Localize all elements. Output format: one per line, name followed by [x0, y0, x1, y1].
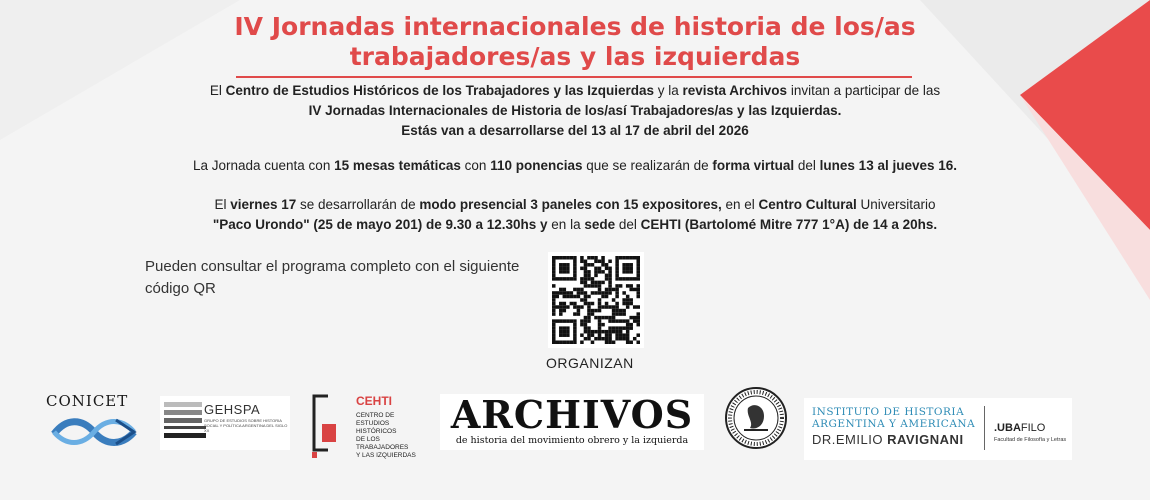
conicet-logo-text: CONICET	[46, 392, 129, 410]
title-line-2: trabajadores/as y las izquierdas	[349, 42, 801, 71]
cehti-logo	[310, 392, 420, 460]
intro-line-2: IV Jornadas Internacionales de Historia de los/así Trabajadores/as y las Izquierdas.	[308, 103, 842, 118]
uba-filo-subtitle: Facultad de Filosofía y Letras	[994, 437, 1067, 443]
viernes-line-2: "Paco Urondo" (25 de mayo 201) de 9.30 a 12.30hs y en la sede del CEHTI (Bartolomé Mitre 777 1°A) de 14 a 20hs.	[212, 217, 938, 232]
intro-line-3: Estás van a desarrollarse del 13 al 17 de abril del 2026	[401, 123, 749, 138]
organizan-label: ORGANIZAN	[546, 355, 634, 371]
ravignani-logo-title: INSTITUTO DE HISTORIA ARGENTINA Y AMERICANA	[812, 406, 976, 430]
gehspa-logo	[160, 396, 290, 450]
cehti-bracket-icon	[310, 394, 340, 460]
intro-line-1: El Centro de Estudios Históricos de los Trabajadores y las Izquierdas y la revista Archivos invitan a participar de las	[209, 83, 941, 98]
ravignani-logo-name: DR.EMILIO RAVIGNANI	[812, 432, 964, 447]
intro-paragraph	[0, 81, 1150, 141]
uba-filo-text: .UBAFILO	[994, 422, 1046, 434]
archivos-logo	[440, 394, 704, 450]
gehspa-stripes-icon	[164, 402, 206, 442]
qr-instructions: Pueden consultar el programa completo con el siguiente código QR	[145, 258, 520, 297]
viernes-line-1: El viernes 17 se desarrollarán de modo presencial 3 paneles con 15 expositores, en el Centro Cultural Universitario	[214, 197, 936, 212]
cehti-logo-subtitle: CENTRO DE ESTUDIOS HISTÓRICOS DE LOS TRABAJADORES Y LAS IZQUIERDAS	[356, 412, 416, 459]
page-title	[0, 12, 1150, 72]
jornada-paragraph: La Jornada cuenta con 15 mesas temáticas con 110 ponencias que se realizarán de forma virtual del lunes 13 al jueves 16.	[192, 158, 958, 173]
gehspa-logo-subtitle: GRUPO DE ESTUDIOS SOBRE HISTORIA SOCIAL Y POLÍTICA ARGENTINA DEL SIGLO XX	[204, 418, 288, 433]
cehti-logo-title: CEHTI	[356, 394, 392, 408]
archivos-logo-subtitle: de historia del movimiento obrero y la izquierda	[455, 435, 689, 446]
conicet-logo	[46, 392, 146, 454]
gehspa-logo-title: GEHSPA	[204, 402, 261, 417]
viernes-paragraph	[0, 195, 1150, 235]
logo-divider	[984, 406, 985, 450]
ravignani-logo	[804, 398, 1072, 460]
conicet-emblem-icon	[46, 414, 142, 450]
qr-code[interactable]	[548, 252, 644, 348]
university-seal-icon	[724, 386, 788, 450]
title-divider	[236, 76, 912, 78]
title-line-1: IV Jornadas internacionales de historia de los/as	[234, 12, 916, 41]
archivos-logo-title: ARCHIVOS	[450, 392, 694, 437]
